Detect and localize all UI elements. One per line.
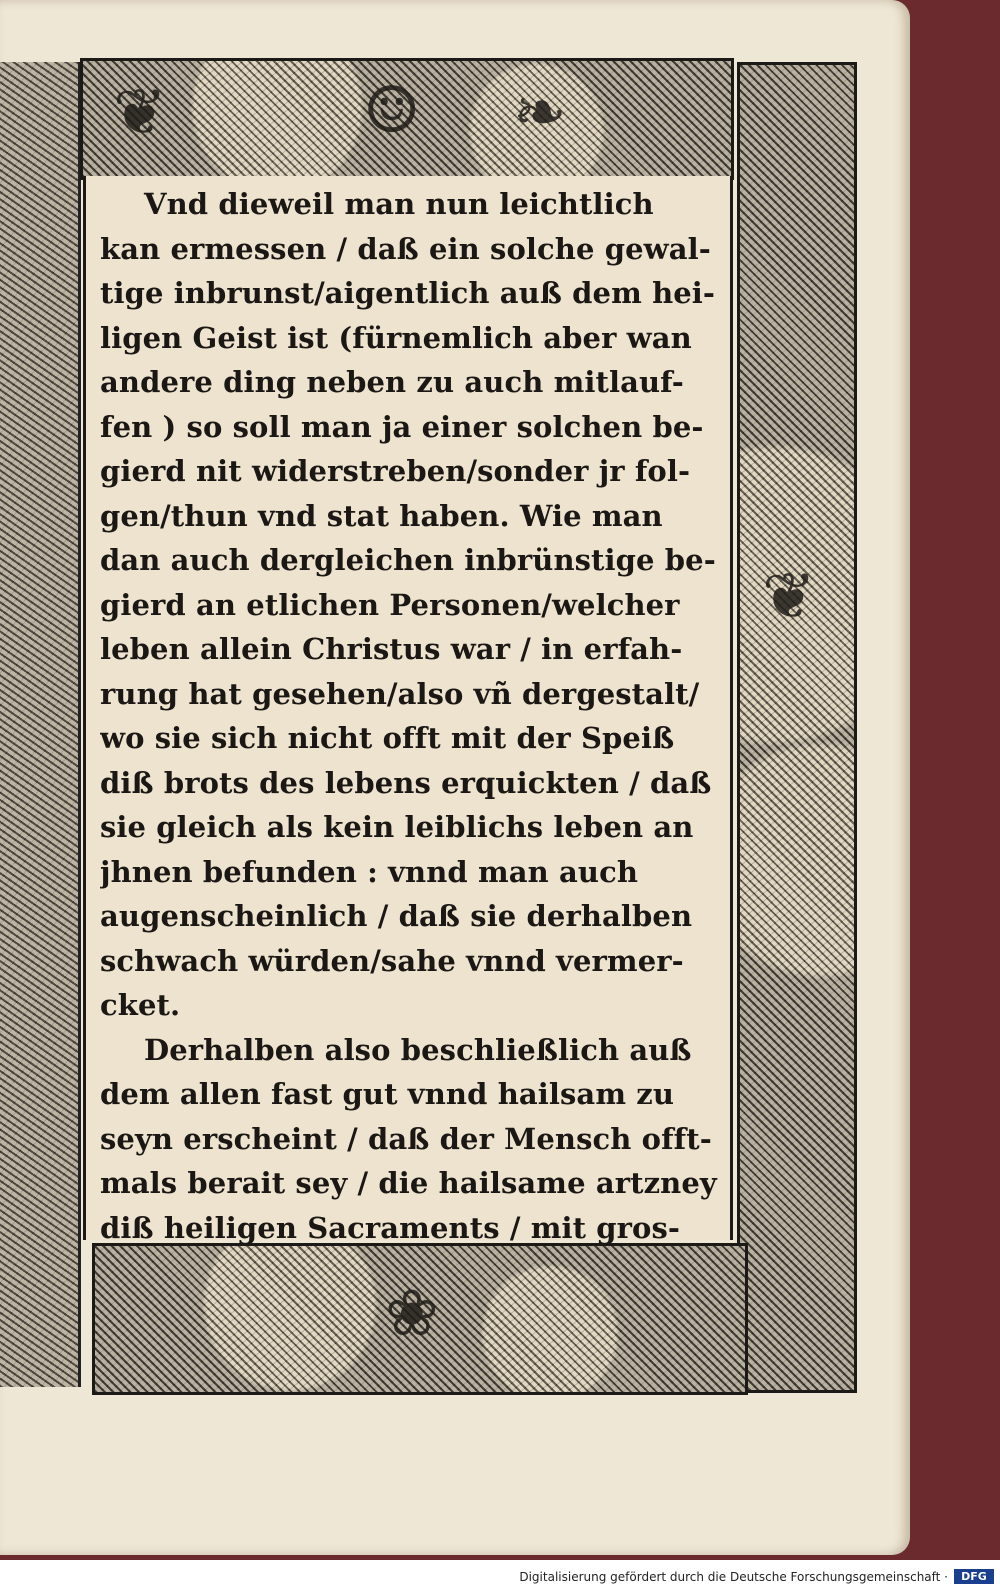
text-line: schwach würden/sahe vnnd vermer-: [100, 943, 684, 978]
text-line: cket.: [100, 988, 181, 1022]
text-line: rung hat gesehen/also vñ dergestalt/: [100, 676, 700, 711]
scroll-ornament-icon: ❦: [113, 76, 167, 150]
text-line: leben allein Christus war / in erfah-: [100, 632, 683, 666]
fruit-ornament-icon: ❀: [385, 1277, 439, 1351]
text-line: wo sie sich nicht offt mit der Speiß: [100, 721, 675, 755]
text-line: dem allen fast gut vnnd hailsam zu: [100, 1077, 675, 1111]
scroll-ornament-icon: ❦: [762, 560, 816, 634]
text-line: Vnd dieweil man nun leichtlich: [144, 187, 654, 221]
text-line: gierd nit widerstreben/sonder jr fol-: [100, 454, 691, 488]
text-line: fen ) so soll man ja einer solchen be-: [100, 409, 704, 444]
text-line: jhnen befunden : vnnd man auch: [100, 854, 639, 889]
text-line: augenscheinlich / daß sie derhalben: [100, 899, 693, 933]
body-text: [100, 182, 722, 1250]
face-ornament-icon: ☺: [363, 74, 421, 148]
right-woodcut-border: [737, 62, 857, 1393]
text-line: dan auch dergleichen inbrünstige be-: [100, 543, 716, 577]
funding-credit: Digitalisierung gefördert durch die Deutsche Forschungsgemeinschaft ·: [519, 1570, 948, 1584]
text-line: seyn erscheint / daß der Mensch offt-: [100, 1121, 712, 1156]
text-line: mals berait sey / die hailsame artzney: [100, 1166, 717, 1200]
text-frame: [83, 176, 733, 1245]
text-line: diß brots des lebens erquickten / daß: [100, 765, 712, 800]
text-line: sie gleich als kein leiblichs leben an: [100, 810, 694, 844]
text-line: diß heiligen Sacraments / mit gros-: [100, 1210, 681, 1245]
left-facing-page-border: [0, 62, 81, 1387]
text-line: tige inbrunst/aigentlich auß dem hei-: [100, 276, 716, 310]
digitization-footer: [0, 1560, 1000, 1594]
text-line: ligen Geist ist (fürnemlich aber wan: [100, 320, 692, 355]
text-line: gen/thun vnd stat haben. Wie man: [100, 498, 663, 533]
top-woodcut-border: [80, 58, 734, 180]
text-line: gierd an etlichen Personen/welcher: [100, 587, 680, 622]
text-line: kan ermessen / daß ein solche gewal-: [100, 231, 711, 266]
text-line: andere ding neben zu auch mitlauf-: [100, 365, 684, 399]
dfg-logo: DFG: [954, 1569, 994, 1584]
bottom-woodcut-border: [92, 1243, 748, 1395]
scroll-ornament-icon: ❧: [513, 76, 567, 150]
text-line: Derhalben also beschließlich auß: [144, 1032, 692, 1067]
